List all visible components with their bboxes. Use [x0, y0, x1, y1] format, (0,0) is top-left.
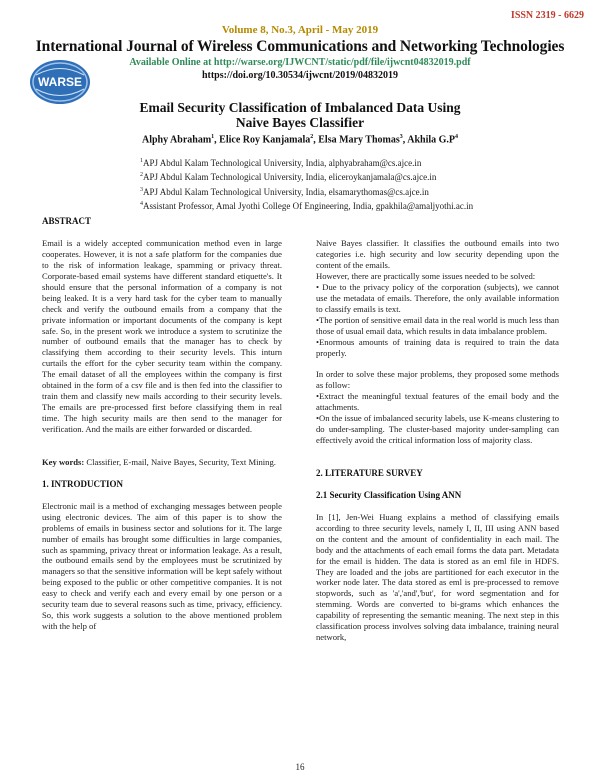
bullet-item: •Extract the meaningful textual features of the email body and the attachments. — [316, 391, 559, 413]
affiliation-4: $^4$Assistant Professor, Amal Jyothi College Of Engineering, India, gpakhila@amaljyothi.ac.in — [140, 200, 474, 211]
author-2: Elice Roy Kanjamala — [219, 134, 311, 146]
paragraph: In order to solve these major problems, they proposed some methods as follow: — [316, 369, 559, 391]
paragraph: Naive Bayes classifier. It classifies the outbound emails into two categories i.e. high security and low security depending upon the content of the emails. — [316, 238, 559, 270]
affiliations — [140, 155, 473, 212]
svg-text:WARSE: WARSE — [37, 75, 83, 89]
right-column — [316, 238, 559, 643]
bullet-item: • Due to the privacy policy of the corporation (subjects), we cannot use the metadata of emails. Therefore, the only available information to classify emails is text. — [316, 281, 559, 314]
affiliation-1: $^1$APJ Abdul Kalam Technological University, India, alphyabraham@cs.ajce.in — [140, 158, 422, 168]
keywords: Key words: Classifier, E-mail, Naive Bayes, Security, Text Mining. — [42, 456, 276, 467]
title-line-1: Email Security Classification of Imbalanced Data Using — [139, 100, 461, 115]
abstract-heading: ABSTRACT — [42, 216, 92, 226]
ann-text: In [1], Jen-Wei Huang explains a method of classifying emails according to three security levels, namely I, II, III using ANN based on the content and the amount of confidentiality in each mail. The body and the attachments of each email forms the data part. Metadata for the email is hidden. The data is stored as an eml file in HDFS. They are loaded and the jobs are partitioned for each executor in the worker node later. The data stored as eml is pre-processed to remove stopwords, such as 'a','and','but', for word segmentation and for stemming. Words are converted to bi-grams which enhances the capability of representing the semantic meaning. The next step in this classification process involves solving data imbalance, training neural network, — [316, 511, 559, 643]
left-column — [42, 216, 282, 632]
introduction-heading: 1. INTRODUCTION — [42, 478, 124, 489]
bullet-item: •The portion of sensitive email data in the real world is much less than those of usual email data, which results in data imbalance problem. — [316, 314, 559, 336]
author-4: Akhila G.P — [407, 134, 456, 146]
author-list: Alphy Abraham$^1$, Elice Roy Kanjamala$^2$, Elsa Mary Thomas$^3$, Akhila $G.P^4$ — [141, 134, 459, 146]
keywords-label: Key words: — [42, 456, 85, 467]
introduction-text: Electronic mail is a method of exchanging messages between people using electronic devices. The aim of this paper is to show the problems of emails in business sector and solutions for it. The large number of emails has brought some difficulties in large companies, such as spamming, privacy threat or information leakage. As a result, the outbound emails send by the employees must be scrutinized by managers so that the sensitive information will be kept safely without being exposed to the public or other competitive companies. It is not easy to check and verify each and every email by one person or a security team due to several reasons such as time, privacy, efficiency. So, this work suggests a solution to the above mentioned problem with the help of — [42, 500, 282, 632]
author-3: Elsa Mary Thomas — [318, 134, 400, 146]
literature-survey-heading: 2. LITERATURE SURVEY — [316, 467, 423, 478]
volume-line: Volume 8, No.3, April - May 2019 — [221, 24, 379, 36]
ann-subheading: 2.1 Security Classification Using ANN — [316, 489, 462, 500]
author-1: Alphy Abraham — [141, 134, 212, 146]
doi-link[interactable]: https://doi.org/10.30534/ijwcnt/2019/04832019 — [201, 70, 399, 81]
bullet-item: •Enormous amounts of training data is required to train the data properly. — [316, 336, 559, 358]
journal-title: International Journal of Wireless Communications and Networking Technologies — [35, 38, 565, 55]
affiliation-2: $^2$APJ Abdul Kalam Technological University, India, eliceroykanjamala@cs.ajce.in — [140, 172, 437, 183]
title-line-2: Naive Bayes Classifier — [235, 115, 365, 130]
issn-label: ISSN 2319 - 6629 — [510, 10, 584, 21]
available-online-link[interactable]: Available Online at http://warse.org/IJWCNT/static/pdf/file/ijwcnt04832019.pdf — [129, 57, 471, 68]
abstract-text: Email is a widely accepted communication method even in large cooperates. However, it is not a safe platform for the companies due to the risk of information leakage, spamming or privacy threat. Corporate-based email systems have different standard etiquette's. It should ensure that the personal information of a company is not being leaked. It is a very hard task for the cyber team to manually check and verify the outbound emails from a company that the private information or important documents of the company is kept safe. So, in the present work we introduce a system to scrutinize the number of outbound emails that the manager has to check by classifying them according to their security levels. This inturn curtails the effort for the cyber security team within the company. The email dataset of all the employees within the company is first obtained in the form of a csv file and is then fed into the classifier to train them and classify new mails according to their security levels. The emails are pre-processed first before classifying them in real time. The high security mails are then send to the manager for verification. And the mails are either forwarded or discarded. — [42, 237, 282, 435]
paragraph: However, there are practically some issues needed to be solved: — [316, 270, 536, 281]
page-number: 16 — [295, 762, 305, 772]
paper-title — [0, 100, 600, 130]
affiliation-3: $^3$APJ Abdul Kalam Technological University, India, elsamarythomas@cs.ajce.in — [140, 186, 429, 197]
bullet-item: •On the issue of imbalanced security labels, use K-means clustering to do under-sampling. The cluster-based majority under-sampling can effectively avoid the critical information loss of majority class. — [316, 413, 559, 446]
